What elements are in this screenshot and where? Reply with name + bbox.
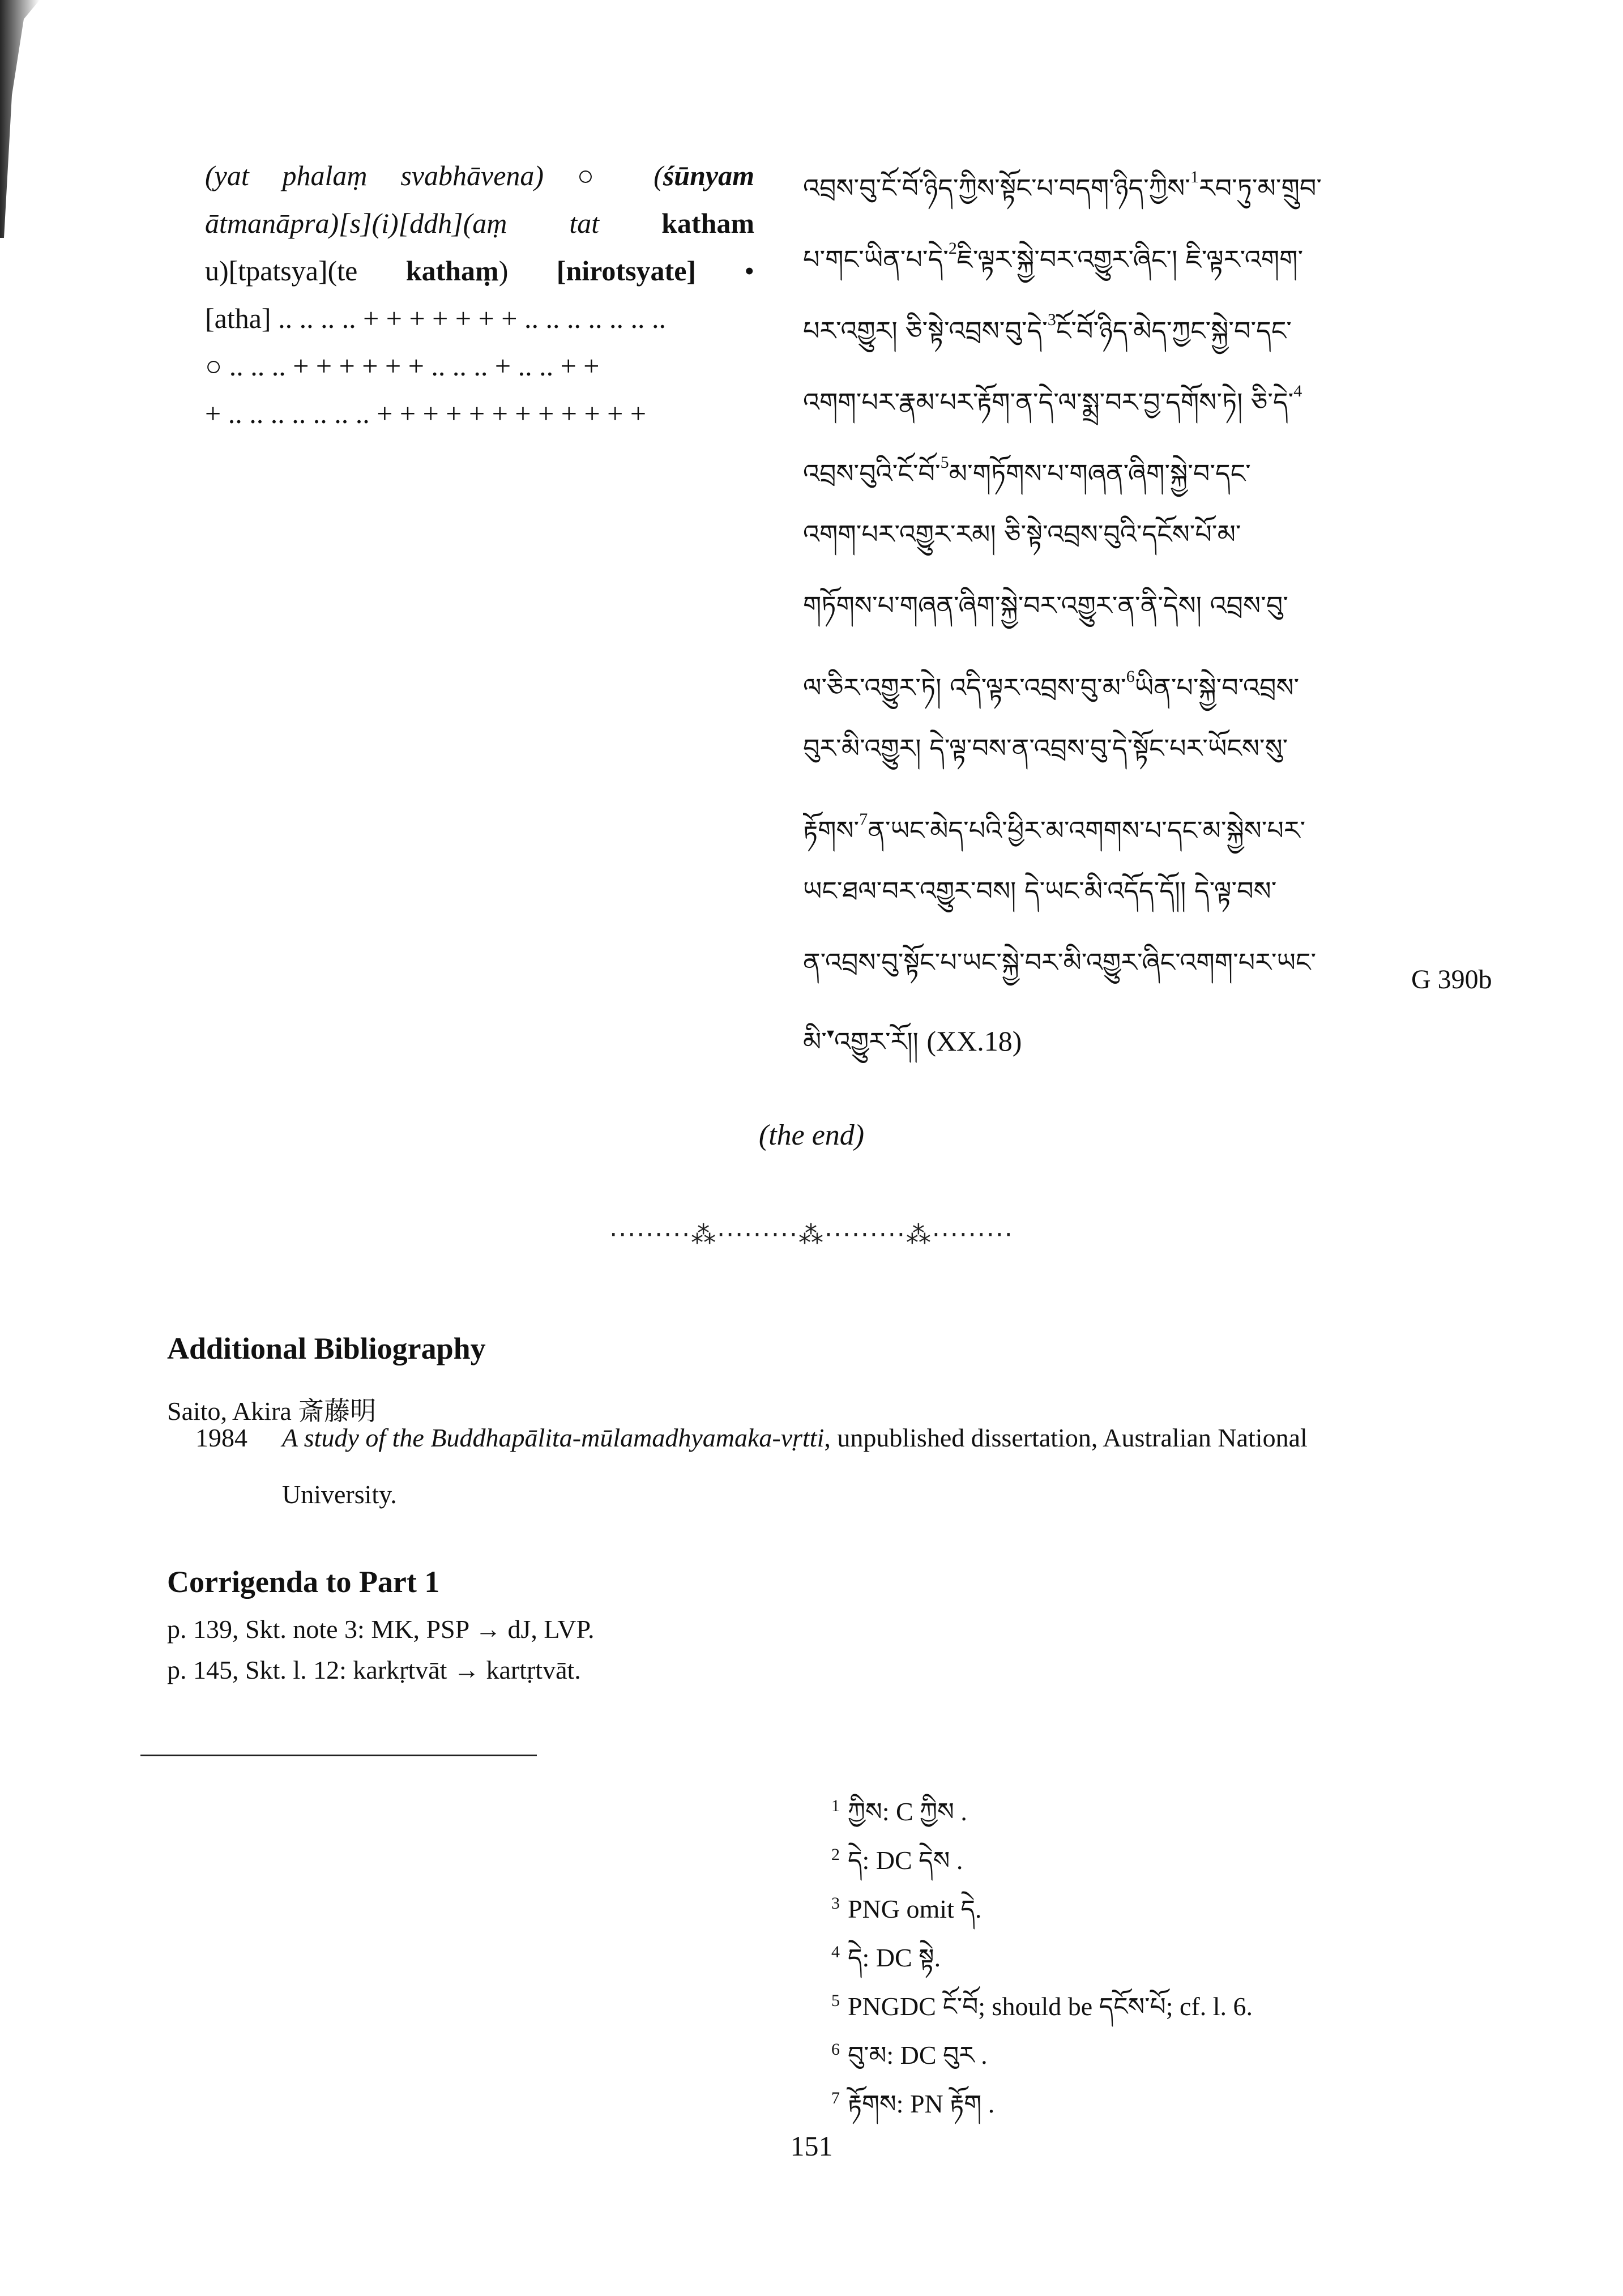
tibetan-line-2: པ་གང་ཡིན་པ་དེ་$^2$ཇི་ལྟར་སྐྱེ་བར་འགྱུར་ཞིང་། ཇི་ལྟར་འགག་	[803, 239, 1304, 275]
tibetan-line-5: འབྲས་བུའི་ངོ་བོ་$^5$མ་གཏོགས་པ་གཞན་ཞིག་སྐྱེ་བ་དང་	[803, 453, 1251, 489]
tibetan-line-10: རྟོགས་$^7$ན་ཡང་མེད་པའི་ཕྱིར་མ་འགགས་པ་དང་མ་སྐྱེས་པར་	[803, 810, 1306, 846]
sanskrit-line-1: (yat phalaṃ svabhāvena) ○ (śūnyam	[205, 160, 754, 191]
tibetan-line-6: འགག་པར་འགྱུར་རམ། ཅི་སྟེ་འབྲས་བུའི་དངོས་པོ་མ་	[803, 519, 1241, 549]
page-number: 151	[790, 2130, 833, 2162]
page-edge-shadow	[0, 0, 40, 238]
footnote-ref-3: 3	[1047, 310, 1056, 329]
verse-number: (XX.18)	[926, 1025, 1022, 1057]
tibetan-line-8: ལ་ཅིར་འགྱུར་ཏེ། འདི་ལྟར་འབྲས་བུ་མ་$^6$ཡིན་པ་སྐྱེ་བ་འབྲས་	[803, 667, 1300, 703]
tibetan-line-13: མི་▾འགྱུར་རོ།། (XX.18)	[803, 1025, 1022, 1057]
footnote-ref-4: 4	[1293, 382, 1302, 400]
tibetan-line-3: པར་འགྱུར། ཅི་སྟེ་འབྲས་བུ་དེ་$^3$ངོ་བོ་ཉིད་མེད་ཀྱང་སྐྱེ་བ་དང་	[803, 310, 1292, 346]
tibetan-line-11: ཡང་ཐལ་བར་འགྱུར་བས། དེ་ཡང་མི་འདོད་དོ།། དེ་ལྟ་བས་	[803, 876, 1277, 906]
the-end: (the end)	[758, 1119, 865, 1151]
footnote-ref-6: 6	[1126, 667, 1135, 686]
insertion-mark: ▾	[826, 1025, 835, 1042]
folio-reference: G 390b	[1411, 965, 1492, 995]
tibetan-line-12: ན་འབྲས་བུ་སྟོང་པ་ཡང་སྐྱེ་བར་མི་འགྱུར་ཞིང་འགག་པར་ཡང་	[803, 947, 1317, 978]
tibetan-line-4: འགག་པར་རྣམ་པར་རྟོག་ན་དེ་ལ་སྨྲ་བར་བྱ་དགོས་ཏེ། ཅི་དེ་$^4$	[803, 382, 1302, 417]
sanskrit-line-4: [atha] .. .. .. .. + + + + + + + .. .. .. .. .. .. ..	[205, 302, 666, 334]
bibliography-entry-continued: University.	[282, 1480, 397, 1509]
footnote-ref-7: 7	[859, 810, 868, 829]
footnote-7: $^7$ རྟོགས: PN རྟོག .	[831, 2089, 995, 2119]
footnote-ref-5: 5	[940, 453, 949, 472]
tibetan-line-9: བུར་མི་འགྱུར། དེ་ལྟ་བས་ན་འབྲས་བུ་དེ་སྟོང་པར་ཡོངས་སུ་	[803, 733, 1288, 763]
footnote-ref-1: 1	[1190, 168, 1199, 186]
footnote-5: $^5$ PNGDC ངོ་བོ; should be དངོས་པོ; cf. l. 6.	[831, 1991, 1253, 2021]
tibetan-line-7: གཏོགས་པ་གཞན་ཞིག་སྐྱེ་བར་འགྱུར་ན་ནི་དེས། འབྲས་བུ་	[803, 590, 1288, 621]
additional-bibliography-heading: Additional Bibliography	[167, 1331, 486, 1365]
tibetan-text	[803, 142, 1392, 1069]
ornament-divider: ·········⁂·········⁂·········⁂·········	[609, 1220, 1014, 1249]
corrigenda-heading: Corrigenda to Part 1	[167, 1565, 440, 1599]
bibliography-year: 1984	[195, 1423, 247, 1452]
bibliography-entry: A study of the Buddhapālita-mūlamadhyamaka-vṛtti, unpublished dissertation, Australian National	[282, 1423, 1308, 1452]
bibliography-author: Saito, Akira 斎藤明	[167, 1397, 377, 1426]
sanskrit-line-5: ○ .. .. .. + + + + + + .. .. .. + .. .. + +	[205, 350, 600, 382]
footnote-ref-2: 2	[948, 239, 957, 258]
sanskrit-text	[205, 152, 754, 437]
footnote-2: $^2$ དེ: DC དེས .	[831, 1845, 963, 1875]
sanskrit-line-6: + .. .. .. .. .. .. .. + + + + + + + + + + + +	[205, 398, 647, 429]
sanskrit-line-2: ātmanāpra)[s](i)[ddh](aṃ tat katham	[205, 207, 754, 239]
footnote-rule	[140, 1755, 537, 1756]
sanskrit-line-3: u)[tpatsya](te kathaṃ) [nirotsyate] •	[205, 255, 754, 287]
footnote-6: $^6$ བུ་མ: DC བུར .	[831, 2040, 988, 2070]
corrigenda-item: p. 145, Skt. l. 12: karkṛtvāt → kartṛtvāt.	[167, 1655, 581, 1684]
corrigenda-item: p. 139, Skt. note 3: MK, PSP → dJ, LVP.	[167, 1615, 595, 1644]
tibetan-line-1: འབྲས་བུ་ངོ་བོ་ཉིད་ཀྱིས་སྟོང་པ་བདག་ཉིད་ཀྱིས་$^1$རབ་ཏུ་མ་གྲུབ་	[803, 168, 1322, 203]
footnote-4: $^4$ དེ: DC སྟེ.	[831, 1943, 941, 1973]
footnote-1: $^1$ ཀྱིས: C ཀྱིས .	[831, 1796, 967, 1826]
footnote-3: $^3$ PNG omit དེ.	[831, 1894, 982, 1924]
